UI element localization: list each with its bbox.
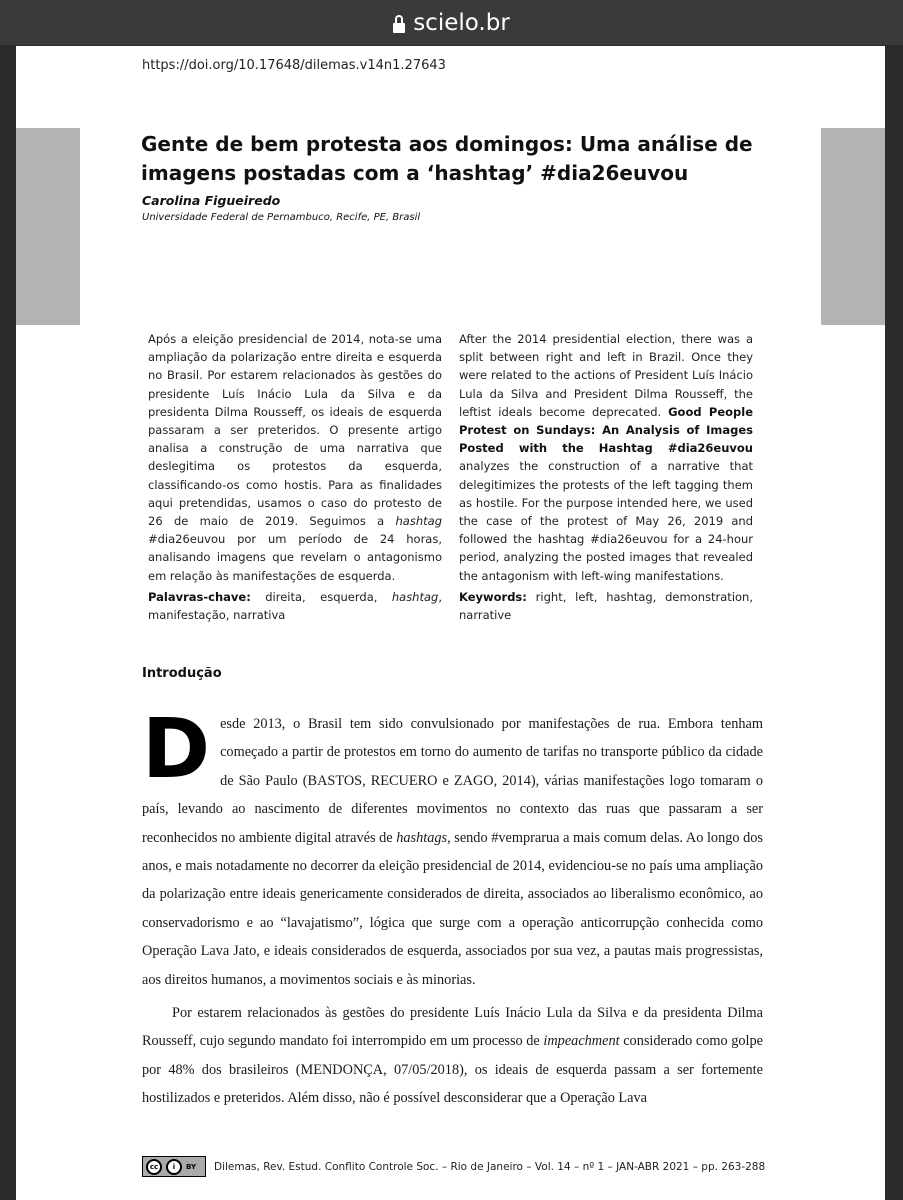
paragraph-2: Por estarem relacionados às gestões do presidente Luís Inácio Lula da Silva e da presidenta Dilma Rousseff, cujo segundo mandato foi interrompido em um processo de impeachment considerado como golpe por 48% dos brasileiros (MENDONÇA, 07/05/2018), os ideais de esquerda passam a ser fortemente hostilizados e preteridos. Além disso, não é possível desconsiderar que a Operação Lava: [142, 1005, 763, 1107]
abstract-english: [459, 330, 753, 624]
abstract-en-text: After the 2014 presidential election, there was a split between right and left in Brazil. Once they were related to the actions of President Luís Inácio Lula da Silva and President Dilma Rousseff, the leftist ideals become deprecated. Good People Protest on Sundays: An Analysis of Images Posted with the Hashtag #dia26euvou analyzes the construction of a narrative that delegitimizes the protests of the left tagging them as hostile. For the purpose intended here, we used the case of the protest of May 26, 2019 and followed the hashtag #dia26euvou for a 24-hour period, analyzing the posted images that revealed the antagonism with left-wing manifestations.: [459, 332, 753, 583]
pdf-page: [16, 46, 885, 1200]
domain-label: scielo.br: [413, 9, 510, 36]
author-affiliation: Universidade Federal de Pernambuco, Recife, PE, Brasil: [142, 212, 421, 223]
doi-link[interactable]: https://doi.org/10.17648/dilemas.v14n1.27643: [142, 58, 446, 73]
journal-citation: Dilemas, Rev. Estud. Conflito Controle Soc. – Rio de Janeiro – Vol. 14 – nº 1 – JAN-ABR 2021 – pp. 263-288: [214, 1160, 766, 1173]
decorative-tab-right: [821, 128, 885, 325]
drop-cap: D: [142, 702, 211, 797]
keywords-pt-label: Palavras-chave:: [148, 589, 251, 604]
abstract-portuguese: [148, 330, 442, 624]
attribution-icon: i: [166, 1159, 182, 1175]
section-heading: Introdução: [142, 666, 222, 681]
keywords-pt: Palavras-chave: direita, esquerda, hashtag, manifestação, narrativa: [148, 589, 442, 623]
keywords-en: Keywords: right, left, hashtag, demonstration, narrative: [459, 589, 753, 623]
page-footer: [142, 1156, 765, 1177]
browser-address-bar[interactable]: [0, 0, 903, 45]
cc-icon: cc: [146, 1159, 162, 1175]
body-text: [142, 702, 763, 1113]
cc-license-badge[interactable]: [142, 1156, 206, 1177]
decorative-tab-left: [16, 128, 80, 325]
paragraph-1: Desde 2013, o Brasil tem sido convulsionado por manifestações de rua. Embora tenham começado a partir de protestos em torno do aumento de tarifas no transporte público da cidade de São Paulo (BASTOS, RECUERO e ZAGO, 2014), várias manifestações logo tomaram o país, levando ao nascimento de diferentes movimentos no contexto das ruas que passaram a ser reconhecidos no ambiente digital através de hashtags, sendo #vemprarua a mais comum delas. Ao longo dos anos, e mais notadamente no decorrer da eleição presidencial de 2014, evidenciou-se no país uma ampliação da polarização entre ideais genericamente considerados de direita, associados ao liberalismo econômico, ao conservadorismo e ao “lavajatismo”, lógica que surge com a operação anticorrupção conhecida como Operação Lava Jato, e ideais considerados de esquerda, associados por sua vez, a pautas mais progressistas, aos direitos humanos, a movimentos sociais e às minorias.: [142, 702, 763, 988]
license-label: BY: [186, 1162, 197, 1171]
abstract-pt-text: Após a eleição presidencial de 2014, nota-se uma ampliação da polarização entre direita e esquerda no Brasil. Por estarem relacionados às gestões do presidente Luís Inácio Lula da Silva e da presidenta Dilma Rousseff, os ideais de esquerda passaram a ser preteridos. O presente artigo analisa a construção de uma narrativa que deslegitima os protestos da esquerda, classificando-os como hostis. Para as finalidades aqui pretendidas, usamos o caso do protesto de 26 de maio de 2019. Seguimos a hashtag #dia26euvou por um período de 24 horas, analisando imagens que revelam o antagonismo em relação às manifestações de esquerda.: [148, 332, 442, 583]
author-name: Carolina Figueiredo: [142, 193, 281, 208]
lock-icon: [393, 15, 405, 33]
keywords-en-label: Keywords:: [459, 589, 527, 604]
article-title: Gente de bem protesta aos domingos: Uma análise de imagens postadas com a ‘hashtag’ #dia26euvou: [141, 132, 753, 185]
